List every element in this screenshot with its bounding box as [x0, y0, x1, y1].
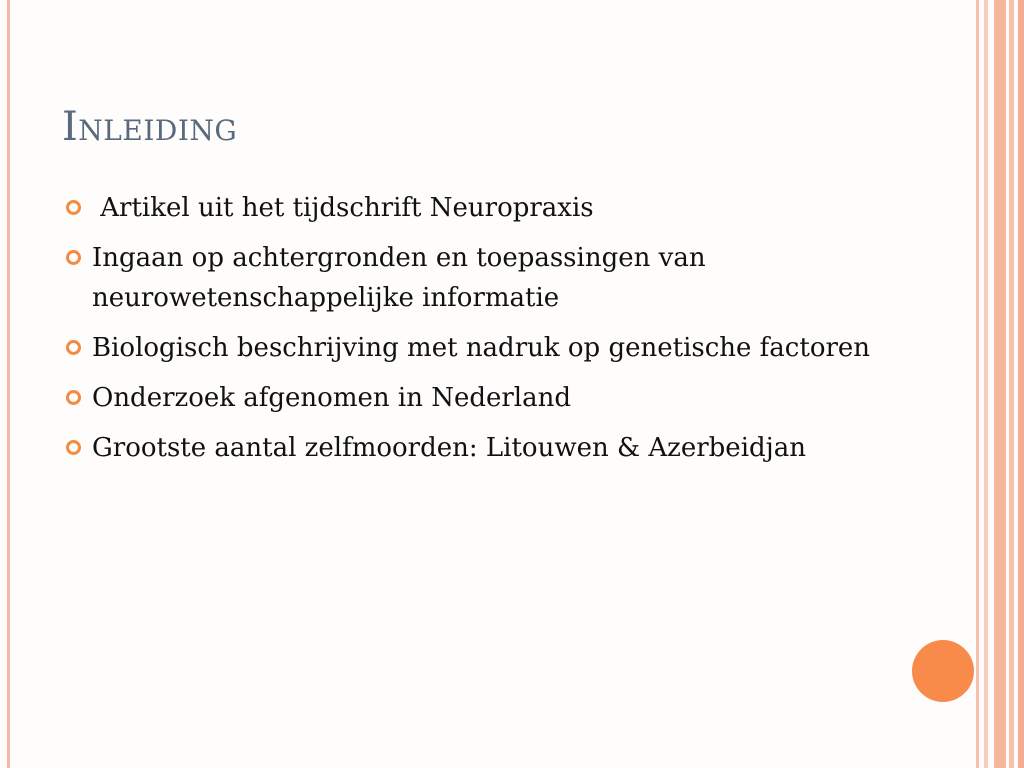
bullet-circle-icon — [66, 250, 81, 265]
stripe — [1018, 0, 1024, 768]
bullet-text: Onderzoek afgenomen in Nederland — [92, 383, 572, 413]
bullet-circle-icon — [66, 390, 81, 405]
bullet-circle-icon — [66, 200, 81, 215]
bullet-circle-icon — [66, 440, 81, 455]
list-item — [62, 328, 892, 368]
bullet-text: Ingaan op achtergronden en toepassingen van neurowetenschappelijke informatie — [92, 243, 706, 313]
list-item — [62, 428, 892, 468]
orange-circle-decoration — [912, 640, 974, 702]
stripe — [984, 0, 988, 768]
bullet-list — [62, 188, 892, 468]
list-item — [62, 378, 892, 418]
list-item — [62, 188, 892, 228]
right-decorative-stripes — [976, 0, 1024, 768]
stripe — [994, 0, 1006, 768]
stripe — [1009, 0, 1014, 768]
left-border-stripe — [7, 0, 10, 768]
bullet-circle-icon — [66, 340, 81, 355]
stripe — [976, 0, 979, 768]
bullet-text: Biologisch beschrijving met nadruk op genetische factoren — [92, 333, 871, 363]
bullet-text: Artikel uit het tijdschrift Neuropraxis — [92, 193, 594, 223]
slide-title: Inleiding — [62, 104, 238, 150]
bullet-text: Grootste aantal zelfmoorden: Litouwen & Azerbeidjan — [92, 433, 806, 463]
list-item — [62, 238, 892, 318]
slide-content — [62, 188, 892, 478]
